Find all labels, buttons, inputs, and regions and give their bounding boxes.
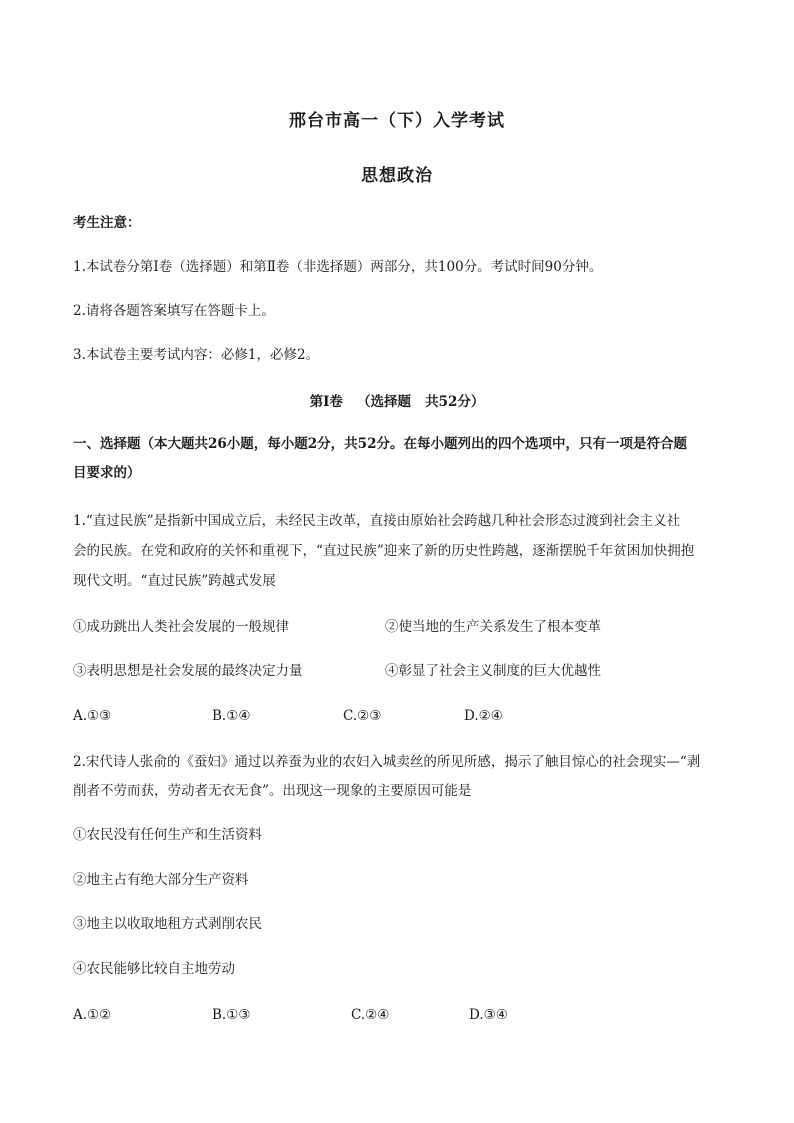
question-2-choice-c: C.②④ (351, 1007, 390, 1023)
question-1-choice-d: D.②④ (464, 708, 503, 724)
question-2-choice-b: B.①③ (212, 1007, 251, 1023)
notice-item: 1.本试卷分第Ⅰ卷（选择题）和第Ⅱ卷（非选择题）两部分，共100分。考试时间90分钟。 (73, 259, 603, 275)
question-2-statement: ④农民能够比较自主地劳动 (73, 961, 235, 977)
question-1-choice-c: C.②③ (343, 708, 382, 724)
question-1-statement: ①成功跳出人类社会发展的一般规律 (73, 619, 289, 635)
question-2-stem: 2.宋代诗人张俞的《蚕妇》通过以养蚕为业的农妇入城卖丝的所见所感，揭示了触目惊心的社会现实—“剥 (73, 754, 701, 770)
question-1-statement: ④彰显了社会主义制度的巨大优越性 (385, 663, 601, 679)
question-2-statement: ②地主占有绝大部分生产资料 (73, 872, 249, 888)
question-1-statement: ②使当地的生产关系发生了根本变革 (385, 619, 601, 635)
question-1-choice-a: A.①③ (73, 708, 112, 724)
part1-instruction: 目要求的） (73, 465, 141, 481)
part1-heading: 第Ⅰ卷 （选择题 共52分） (309, 394, 485, 410)
question-1-stem: 现代文明。“直过民族”跨越式发展 (73, 573, 276, 589)
notice-item: 3.本试卷主要考试内容：必修1，必修2。 (73, 347, 320, 363)
question-2-stem: 削者不劳而获，劳动者无衣无食”。出现这一现象的主要原因可能是 (73, 783, 472, 799)
question-2-statement: ③地主以收取地租方式剥削农民 (73, 916, 262, 932)
exam-title: 邢台市高一（下）入学考试 (289, 111, 505, 131)
notice-heading: 考生注意： (73, 215, 141, 231)
part1-instruction: 一、选择题（本大题共26小题，每小题2分，共52分。在每小题列出的四个选项中，只有一项是符合题 (73, 436, 687, 452)
question-2-choice-d: D.③④ (469, 1007, 508, 1023)
question-2-statement: ①农民没有任何生产和生活资料 (73, 827, 262, 843)
subject-title: 思想政治 (361, 166, 433, 186)
question-2-choice-a: A.①② (73, 1007, 112, 1023)
question-1-stem: 1.“直过民族”是指新中国成立后，未经民主改革，直接由原始社会跨越几种社会形态过渡到社会主义社 (73, 513, 681, 529)
notice-item: 2.请将各题答案填写在答题卡上。 (73, 303, 275, 319)
question-1-stem: 会的民族。在党和政府的关怀和重视下，“直过民族”迎来了新的历史性跨越，逐渐摆脱千年贫困加快拥抱 (73, 543, 695, 559)
question-1-statement: ③表明思想是社会发展的最终决定力量 (73, 663, 303, 679)
question-1-choice-b: B.①④ (212, 708, 251, 724)
